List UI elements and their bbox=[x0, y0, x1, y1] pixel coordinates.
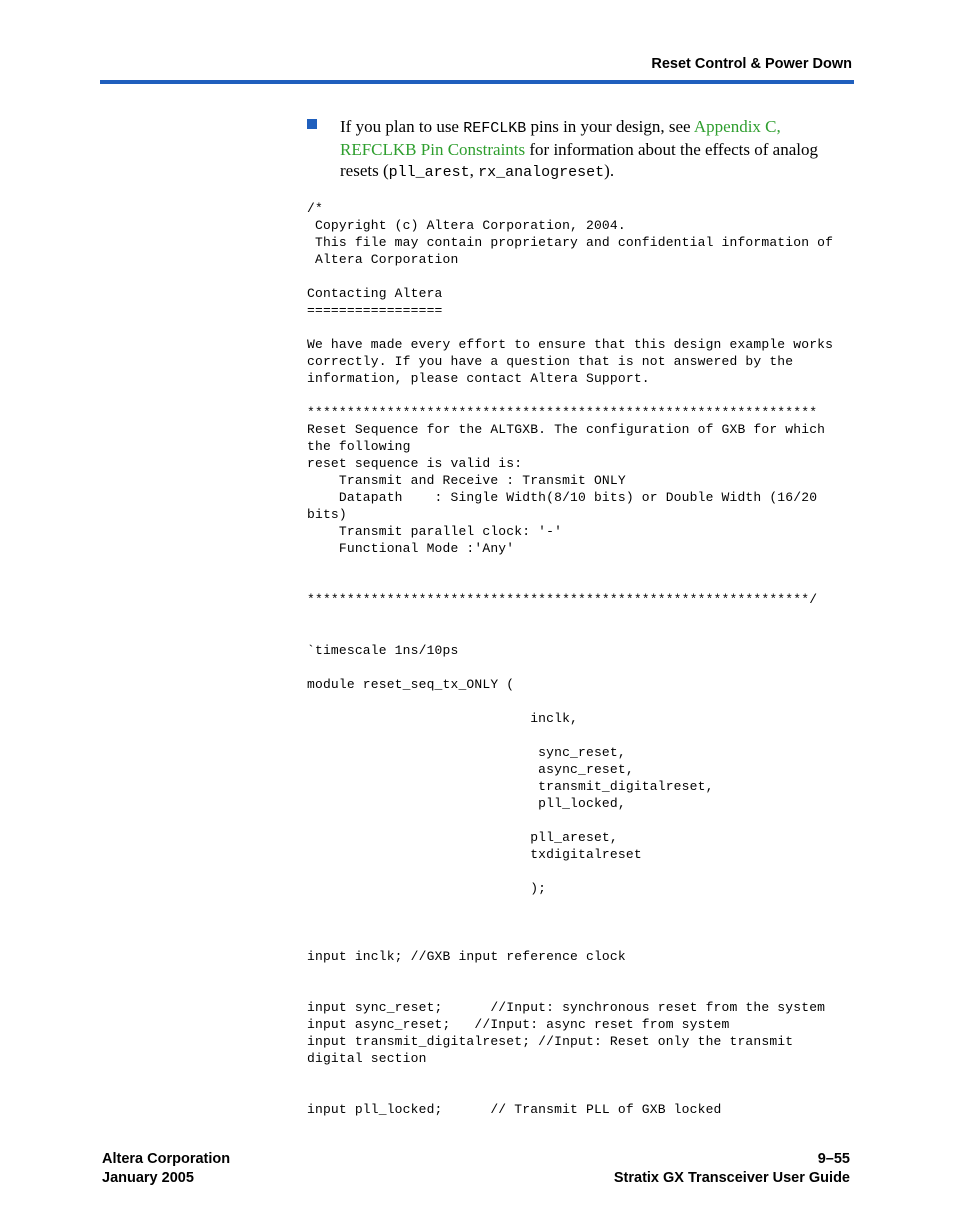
code-line bbox=[307, 319, 833, 336]
code-line bbox=[307, 387, 833, 404]
footer-date: January 2005 bbox=[102, 1170, 194, 1186]
footer-page-number: 9–55 bbox=[817, 1151, 850, 1167]
code-line: sync_reset, bbox=[307, 745, 626, 760]
code-line: input transmit_digitalreset; //Input: Reset only the transmit bbox=[307, 1034, 794, 1049]
footer-guide-title: Stratix GX Transceiver User Guide bbox=[613, 1170, 850, 1186]
code-line: **************************************************************** bbox=[307, 405, 818, 420]
bullet-text-mid: pins in your design, see bbox=[526, 117, 694, 136]
code-line: input inclk; //GXB input reference clock bbox=[307, 949, 626, 964]
code-line: This file may contain proprietary and confidential information of bbox=[307, 235, 834, 250]
code-line: async_reset, bbox=[307, 762, 634, 777]
code-refclkb: REFCLKB bbox=[463, 120, 527, 137]
code-line: Copyright (c) Altera Corporation, 2004. bbox=[307, 218, 626, 233]
code-line: digital section bbox=[307, 1051, 427, 1066]
code-line: `timescale 1ns/10ps bbox=[307, 643, 459, 658]
footer-left bbox=[102, 1150, 230, 1188]
code-line bbox=[307, 727, 833, 744]
code-line: inclk, bbox=[307, 711, 579, 726]
bullet-text-end: ). bbox=[604, 161, 615, 180]
code-line bbox=[307, 914, 833, 931]
code-line: pll_locked, bbox=[307, 796, 626, 811]
code-line: bits) bbox=[307, 507, 347, 522]
code-line bbox=[307, 812, 833, 829]
bullet-paragraph bbox=[340, 116, 860, 183]
code-line: Transmit parallel clock: '-' bbox=[307, 524, 563, 539]
code-line bbox=[307, 982, 833, 999]
code-line: /* bbox=[307, 201, 323, 216]
header-rule bbox=[100, 80, 854, 84]
bullet-text-before: If you plan to use bbox=[340, 117, 464, 136]
code-line: ); bbox=[307, 881, 547, 896]
code-line bbox=[307, 659, 833, 676]
code-line: Datapath : Single Width(8/10 bits) or Double Width (16/20 bbox=[307, 490, 818, 505]
code-line bbox=[307, 693, 833, 710]
code-line: Contacting Altera bbox=[307, 286, 443, 301]
code-pll-arest: pll_arest bbox=[388, 164, 470, 181]
running-header-title: Reset Control & Power Down bbox=[651, 56, 852, 72]
code-line bbox=[307, 574, 833, 591]
code-line bbox=[307, 557, 833, 574]
code-line bbox=[307, 863, 833, 880]
code-line bbox=[307, 1067, 833, 1084]
bullet-text-after: for information about the effects of analog resets ( bbox=[340, 140, 818, 180]
verilog-code-listing bbox=[307, 200, 833, 1118]
code-line bbox=[307, 931, 833, 948]
code-line: txdigitalreset bbox=[307, 847, 642, 862]
code-line bbox=[307, 897, 833, 914]
code-line: Altera Corporation bbox=[307, 252, 459, 267]
code-line bbox=[307, 965, 833, 982]
code-line: Functional Mode :'Any' bbox=[307, 541, 515, 556]
code-line bbox=[307, 1084, 833, 1101]
code-line: module reset_seq_tx_ONLY ( bbox=[307, 677, 515, 692]
code-line: pll_areset, bbox=[307, 830, 618, 845]
code-line: Reset Sequence for the ALTGXB. The configuration of GXB for which bbox=[307, 422, 826, 437]
code-line: ***************************************************************/ bbox=[307, 592, 818, 607]
footer-right bbox=[614, 1150, 850, 1188]
code-line: information, please contact Altera Support. bbox=[307, 371, 650, 386]
code-line: input async_reset; //Input: async reset from system bbox=[307, 1017, 730, 1032]
code-line: reset sequence is valid is: bbox=[307, 456, 523, 471]
appendix-link[interactable]: Appendix C, REFCLKB Pin Constraints bbox=[340, 117, 781, 159]
bullet-separator: , bbox=[469, 161, 479, 180]
code-rx-analogreset: rx_analogreset bbox=[478, 164, 605, 181]
code-line: the following bbox=[307, 439, 411, 454]
footer-company: Altera Corporation bbox=[102, 1151, 231, 1167]
code-line bbox=[307, 625, 833, 642]
code-line: input pll_locked; // Transmit PLL of GXB locked bbox=[307, 1102, 722, 1117]
code-line: transmit_digitalreset, bbox=[307, 779, 714, 794]
code-line: input sync_reset; //Input: synchronous reset from the system bbox=[307, 1000, 826, 1015]
code-line: Transmit and Receive : Transmit ONLY bbox=[307, 473, 626, 488]
code-line bbox=[307, 268, 833, 285]
code-line bbox=[307, 608, 833, 625]
code-line: We have made every effort to ensure that this design example works bbox=[307, 337, 834, 352]
square-bullet-icon bbox=[307, 119, 317, 129]
code-line: ================= bbox=[307, 303, 443, 318]
code-line: correctly. If you have a question that is not answered by the bbox=[307, 354, 794, 369]
